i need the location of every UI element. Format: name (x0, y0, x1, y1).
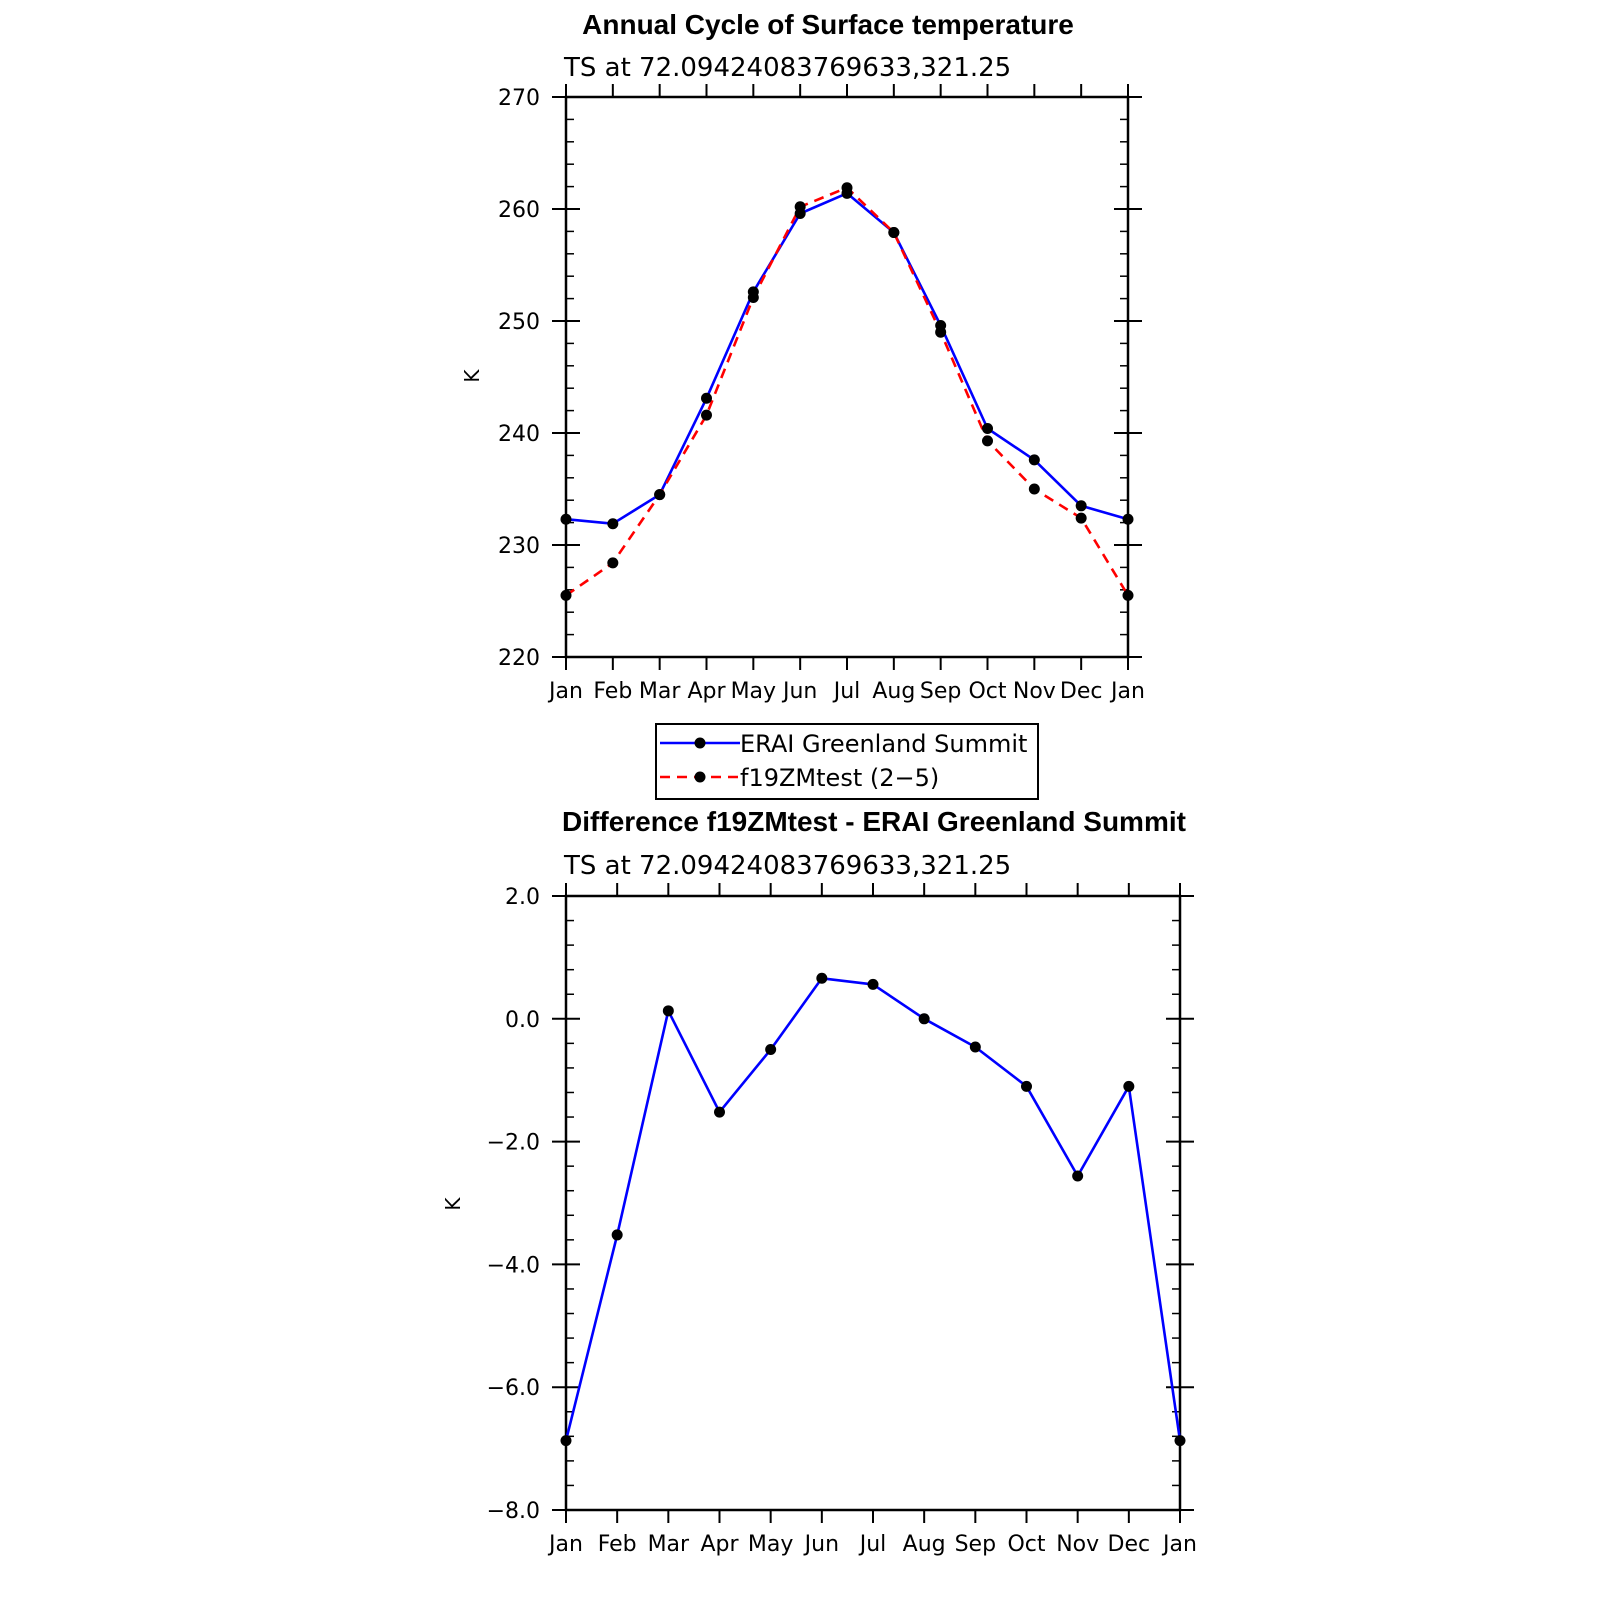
top-ytick-label: 240 (498, 422, 540, 447)
bottom-series-0-point (1021, 1081, 1032, 1092)
bottom-ytick-label: −4.0 (486, 1253, 540, 1279)
bottom-xtick-label: Oct (1007, 1532, 1046, 1557)
top-series-1-point (982, 435, 993, 446)
top-series-1-point (748, 292, 759, 303)
bottom-xtick-label: Jun (804, 1532, 840, 1557)
top-series-0-point (607, 518, 618, 529)
bottom-series-0-point (816, 973, 827, 984)
legend-marker-erai (695, 738, 706, 749)
bottom-ytick-label: 2.0 (505, 885, 540, 910)
top-ytick-label: 260 (498, 198, 540, 223)
top-chart-plot (498, 84, 1145, 704)
bottom-ytick-label: −6.0 (486, 1376, 540, 1402)
top-series-1-point (842, 182, 853, 193)
top-series-1-point (1029, 484, 1040, 495)
top-ytick-label: 250 (498, 310, 540, 335)
bottom-chart-ylabel: K (441, 1197, 465, 1211)
bottom-series-0-point (868, 979, 879, 990)
top-series-1-point (795, 201, 806, 212)
bottom-chart-subtitle: TS at 72.09424083769633,321.25 (564, 851, 1012, 881)
legend-label-erai: ERAI Greenland Summit (740, 730, 1028, 758)
top-xtick-label: Sep (919, 679, 962, 704)
top-xtick-label: Jan (549, 679, 583, 704)
top-series-0-line (566, 193, 1128, 523)
top-xtick-label: Aug (872, 679, 916, 704)
bottom-xtick-label: May (747, 1532, 794, 1557)
top-xtick-label: Jul (833, 679, 861, 704)
bottom-xtick-label: Jan (549, 1532, 583, 1557)
bottom-xtick-label: Mar (647, 1532, 690, 1557)
top-series-0-point (1123, 514, 1134, 525)
bottom-series-0-point (1072, 1170, 1083, 1181)
bottom-ytick-label: −8.0 (486, 1499, 540, 1524)
top-chart-ylabel: K (460, 369, 484, 383)
top-chart-title: Annual Cycle of Surface temperature (582, 9, 1074, 40)
top-xtick-label: Jan (1111, 679, 1145, 704)
top-xtick-label: Jun (782, 679, 818, 704)
top-series-0-point (701, 393, 712, 404)
bottom-series-0-point (714, 1107, 725, 1118)
bottom-chart-title: Difference f19ZMtest - ERAI Greenland Summit (562, 806, 1186, 837)
bottom-chart-plot (487, 883, 1197, 1557)
bottom-xtick-label: Aug (902, 1532, 946, 1557)
bottom-series-0-point (765, 1044, 776, 1055)
bottom-ytick-label: −2.0 (486, 1130, 540, 1156)
top-xtick-label: Dec (1059, 679, 1103, 704)
bottom-xtick-label: Sep (954, 1532, 997, 1557)
top-xtick-label: May (730, 679, 777, 704)
top-series-1-point (561, 590, 572, 601)
legend (656, 724, 1038, 799)
top-series-0-point (982, 423, 993, 434)
top-series-0-point (561, 514, 572, 525)
bottom-series-0-point (561, 1435, 572, 1446)
top-series-1-line (566, 188, 1128, 596)
top-xtick-label: Feb (593, 679, 633, 704)
top-series-1-point (1076, 513, 1087, 524)
top-series-1-point (654, 489, 665, 500)
bottom-xtick-label: Feb (597, 1532, 637, 1557)
top-xtick-label: Nov (1012, 679, 1056, 704)
bottom-series-0-point (663, 1005, 674, 1016)
top-xtick-label: Oct (968, 679, 1007, 704)
bottom-series-0-point (612, 1229, 623, 1240)
top-ytick-label: 230 (498, 534, 540, 559)
bottom-xtick-label: Nov (1056, 1532, 1100, 1557)
top-series-0-point (1029, 454, 1040, 465)
legend-label-model: f19ZMtest (2−5) (740, 764, 940, 792)
bottom-ytick-label: 0.0 (505, 1007, 540, 1033)
top-xtick-label: Apr (687, 679, 726, 704)
bottom-xtick-label: Dec (1107, 1532, 1151, 1557)
top-series-0-point (1076, 500, 1087, 511)
legend-marker-model (695, 772, 706, 783)
bottom-series-0-point (919, 1013, 930, 1024)
top-series-1-point (607, 557, 618, 568)
top-ytick-label: 270 (498, 86, 540, 111)
top-xtick-label: Mar (638, 679, 681, 704)
bottom-xtick-label: Jan (1163, 1532, 1197, 1557)
bottom-xtick-label: Apr (700, 1532, 739, 1557)
top-series-1-point (935, 327, 946, 338)
top-plot-frame (566, 97, 1128, 657)
top-series-1-point (701, 410, 712, 421)
bottom-series-0-point (1175, 1435, 1186, 1446)
bottom-series-0-point (1123, 1081, 1134, 1092)
top-ytick-label: 220 (498, 646, 540, 671)
bottom-series-0-line (566, 978, 1180, 1440)
top-series-1-point (1123, 590, 1134, 601)
top-chart-subtitle: TS at 72.09424083769633,321.25 (564, 53, 1012, 83)
top-series-1-point (888, 227, 899, 238)
bottom-xtick-label: Jul (859, 1532, 887, 1557)
bottom-series-0-point (970, 1042, 981, 1053)
